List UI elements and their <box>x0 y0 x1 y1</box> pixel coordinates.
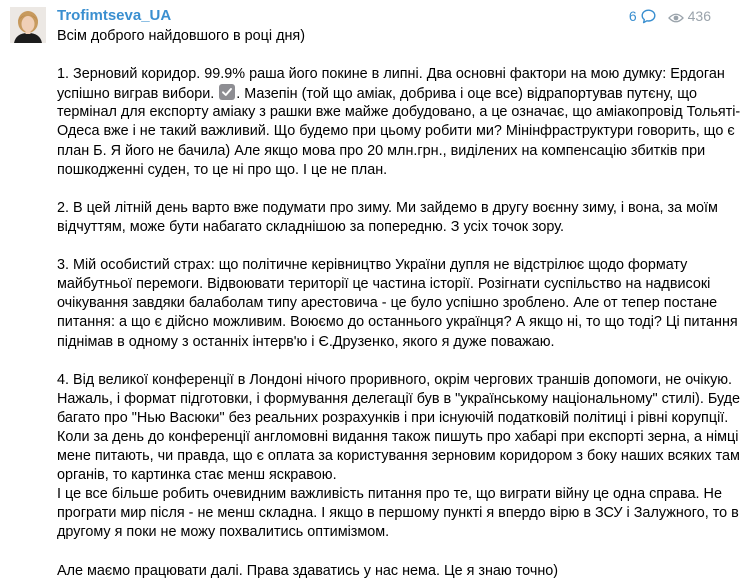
paragraph-3-line: піднімав в одному з останніх інтерв'ю і Є.Друзенко, якого я дуже поважаю. <box>57 333 555 350</box>
paragraph-1-line: 1. Зерновий коридор. 99.9% раша його покине в липні. Два основні фактори на мою думку: Ердоган <box>57 66 725 83</box>
paragraph-4-line: І це все більше робить очевидним важливість питання про те, що виграти війну це одна справа. Не <box>57 486 722 503</box>
paragraph-1-line: Одеса вже і не такий важливий. Що будемо при цьому робити ми? Мінінфраструктури говорить, що є <box>57 123 735 140</box>
paragraph-4-line: програти мир після - не менш складна. І якщо в першому пункті я впердо вірю в ЗСУ і Залужного, то в <box>57 505 739 522</box>
check-mark-emoji-icon <box>219 84 235 100</box>
comments-count[interactable]: 6 <box>628 8 637 24</box>
post-text <box>57 27 740 581</box>
paragraph-4-line: мене питають, чи правда, що є оплата за користування зерновим коридором з боку наших всяких там <box>57 448 740 465</box>
avatar[interactable] <box>10 7 46 43</box>
paragraph-1-line: пошкодженні суден, то це ні про що. І це не план. <box>57 161 388 178</box>
paragraph-1-line: план Б. Я його не бачила) Але якщо мова про 20 млн.грн., виділених на компенсацію збитків при <box>57 142 706 159</box>
paragraph-4-line: Нажаль, і формат підготовки, і формування делегації був в "українському національному" стилі). Буде <box>57 390 740 407</box>
greeting-line: Всім доброго найдовшого в році дня) <box>57 28 305 44</box>
paragraph-4-line: Коли за день до конференції англомовні видання також пишуть про хабарі при експорті зерна, а німці <box>57 428 739 445</box>
paragraph-4-line: багато про "Нью Васюки" без реальних розрахунків і при існуючій податковій політиці і рівні корупції. <box>57 409 729 426</box>
closing-line: Але маємо працювати далі. Права здаватись у нас нема. Це я знаю точно) <box>57 562 559 579</box>
paragraph-4-line: 4. Від великої конференції в Лондоні нічого проривного, окрім чергових траншів допомоги, не очікую. <box>57 371 733 388</box>
paragraph-1-text: . Мазепін (той що аміак, добрива і оце все) відрапортував путєну, що <box>236 86 697 103</box>
paragraph-1-text: успішно виграв вибори. <box>57 86 219 103</box>
paragraph-1-line: термінал для експорту аміаку з рашки вже майже добудовано, а це означає, що аміакопровід Тольяті- <box>57 104 740 121</box>
paragraph-2-line: відчуттям, може бути набагато складнішою за попередню. З усіх точок зору. <box>57 218 565 235</box>
paragraph-3-line: 3. Мій особистий страх: що політичне керівництво України дупля не відстрілює щодо формату <box>57 257 688 274</box>
paragraph-3-line: очікування завдяки балаболам типу арестовича - це було успішно зроблено. Але от тепер постане <box>57 295 718 312</box>
paragraph-2-line: 2. В цей літній день варто вже подумати про зиму. Ми зайдемо в другу воєнну зиму, і вона, за моїм <box>57 199 718 216</box>
paragraph-4-line: органів, то картинка стає менш яскравою. <box>57 467 337 484</box>
channel-name[interactable]: Trofimtseva_UA <box>57 7 172 24</box>
paragraph-4-line: другому я поки не можу похвалитись оптимізмом. <box>57 524 390 541</box>
eye-icon <box>668 10 684 22</box>
paragraph-3-line: майбутньої перемоги. Відвоювати території це частина історії. Розігнати суспільство на надвисокі <box>57 276 711 293</box>
paragraph-1-line <box>57 84 717 103</box>
views-count: 436 <box>687 8 711 24</box>
comment-bubble-icon[interactable] <box>641 9 656 24</box>
paragraph-3-line: питання: а що є дійсно можливим. Воюємо до останнього українця? А якщо ні, то що тоді? Ці питання <box>57 314 738 331</box>
post-meta <box>629 7 711 25</box>
